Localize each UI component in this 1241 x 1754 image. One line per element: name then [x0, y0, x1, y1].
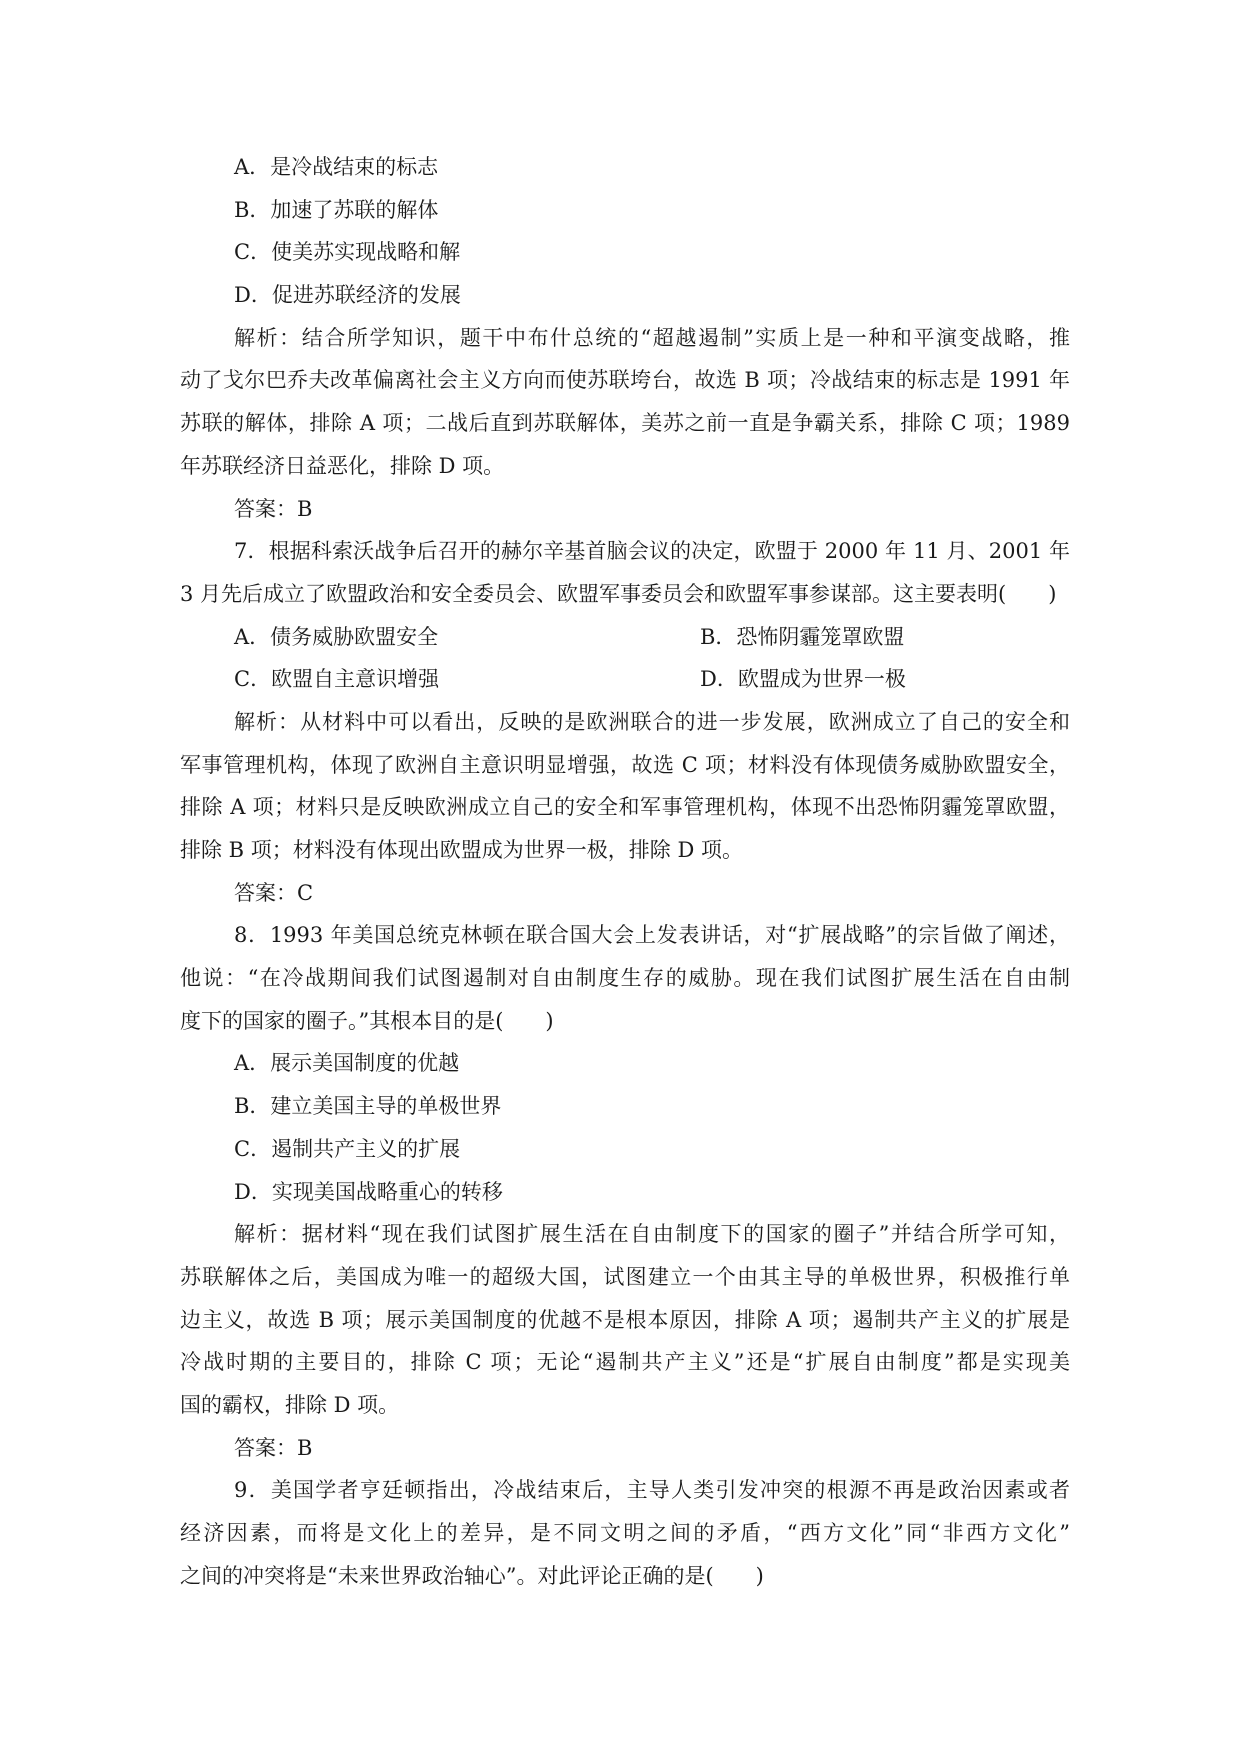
q7-analysis-line: 解析：从材料中可以看出，反映的是欧洲联合的进一步发展，欧洲成立了自己的安全和 — [234, 709, 1070, 734]
q7-stem-line: 3 月先后成立了欧盟政治和安全委员会、欧盟军事委员会和欧盟军事参谋部。这主要表明( ) — [180, 581, 1057, 606]
q6-answer: 答案：B — [234, 496, 313, 521]
q8-stem-line: 8．1993 年美国总统克林顿在联合国大会上发表讲话，对“扩展战略”的宗旨做了阐述， — [234, 923, 1070, 948]
q7-analysis-line: 排除 A 项；材料只是反映欧洲成立自己的安全和军事管理机构，体现不出恐怖阴霾笼罩欧盟， — [180, 795, 1070, 820]
q8-option-b: B．建立美国主导的单极世界 — [234, 1094, 502, 1119]
page-content — [180, 146, 1070, 1597]
q7-analysis-line: 排除 B 项；材料没有体现出欧盟成为世界一极，排除 D 项。 — [180, 838, 743, 862]
q8-option-d: D．实现美国战略重心的转移 — [234, 1179, 503, 1204]
q9-stem-line: 9．美国学者亨廷顿指出，冷战结束后，主导人类引发冲突的根源不再是政治因素或者 — [234, 1478, 1070, 1503]
q8-stem-line: 度下的国家的圈子。”其根本目的是( ) — [180, 1008, 554, 1033]
q8-analysis-line: 解析：据材料“现在我们试图扩展生活在自由制度下的国家的圈子”并结合所学可知， — [234, 1222, 1070, 1247]
q8-analysis-line: 国的霸权，排除 D 项。 — [180, 1392, 400, 1417]
q6-option-a: A．是冷战结束的标志 — [234, 155, 439, 179]
q8-answer: 答案：B — [234, 1435, 313, 1460]
q7-option-c: C．欧盟自主意识增强 — [234, 667, 440, 692]
q7-option-b: B．恐怖阴霾笼罩欧盟 — [700, 624, 905, 649]
q8-stem-line: 他说：“在冷战期间我们试图遏制对自由制度生存的威胁。现在我们试图扩展生活在自由制 — [180, 966, 1070, 991]
q8-option-a: A．展示美国制度的优越 — [234, 1051, 460, 1076]
q8-analysis-line: 冷战时期的主要目的，排除 C 项；无论“遏制共产主义”还是“扩展自由制度”都是实现美 — [180, 1350, 1070, 1375]
q7-stem-line: 7．根据科索沃战争后召开的赫尔辛基首脑会议的决定，欧盟于 2000 年 11 月、2001 年 — [234, 539, 1070, 564]
q6-option-b: B．加速了苏联的解体 — [234, 197, 439, 222]
question-7 — [180, 530, 1070, 914]
q7-answer: 答案：C — [234, 880, 314, 905]
q6-analysis-line: 解析：结合所学知识，题干中布什总统的“超越遏制”实质上是一种和平演变战略，推 — [234, 325, 1070, 350]
q6-analysis-line: 苏联的解体，排除 A 项；二战后直到苏联解体，美苏之前一直是争霸关系，排除 C 项；1989 — [180, 411, 1070, 436]
q8-analysis-line: 边主义，故选 B 项；展示美国制度的优越不是根本原因，排除 A 项；遏制共产主义的扩展是 — [180, 1307, 1070, 1332]
q7-options-row — [180, 616, 1070, 659]
q8-option-c: C．遏制共产主义的扩展 — [234, 1136, 461, 1161]
q9-stem-line: 之间的冲突将是“未来世界政治轴心”。对此评论正确的是( ) — [180, 1563, 764, 1588]
q9-stem-line: 经济因素，而将是文化上的差异，是不同文明之间的矛盾，“西方文化”同“非西方文化” — [180, 1521, 1070, 1545]
question-6 — [180, 146, 1070, 530]
q6-option-c: C．使美苏实现战略和解 — [234, 240, 461, 265]
question-8 — [180, 914, 1070, 1469]
q7-options-row — [180, 658, 1070, 701]
q6-analysis-line: 年苏联经济日益恶化，排除 D 项。 — [180, 453, 505, 478]
q6-option-d: D．促进苏联经济的发展 — [234, 283, 461, 308]
question-9 — [180, 1469, 1070, 1597]
q7-analysis-line: 军事管理机构，体现了欧洲自主意识明显增强，故选 C 项；材料没有体现债务威胁欧盟安全， — [180, 752, 1070, 777]
q8-analysis-line: 苏联解体之后，美国成为唯一的超级大国，试图建立一个由其主导的单极世界，积极推行单 — [180, 1264, 1070, 1289]
q6-analysis-line: 动了戈尔巴乔夫改革偏离社会主义方向而使苏联垮台，故选 B 项；冷战结束的标志是 1991 年 — [180, 368, 1070, 393]
q7-option-a: A．债务威胁欧盟安全 — [234, 624, 439, 649]
q7-option-d: D．欧盟成为世界一极 — [700, 667, 906, 692]
